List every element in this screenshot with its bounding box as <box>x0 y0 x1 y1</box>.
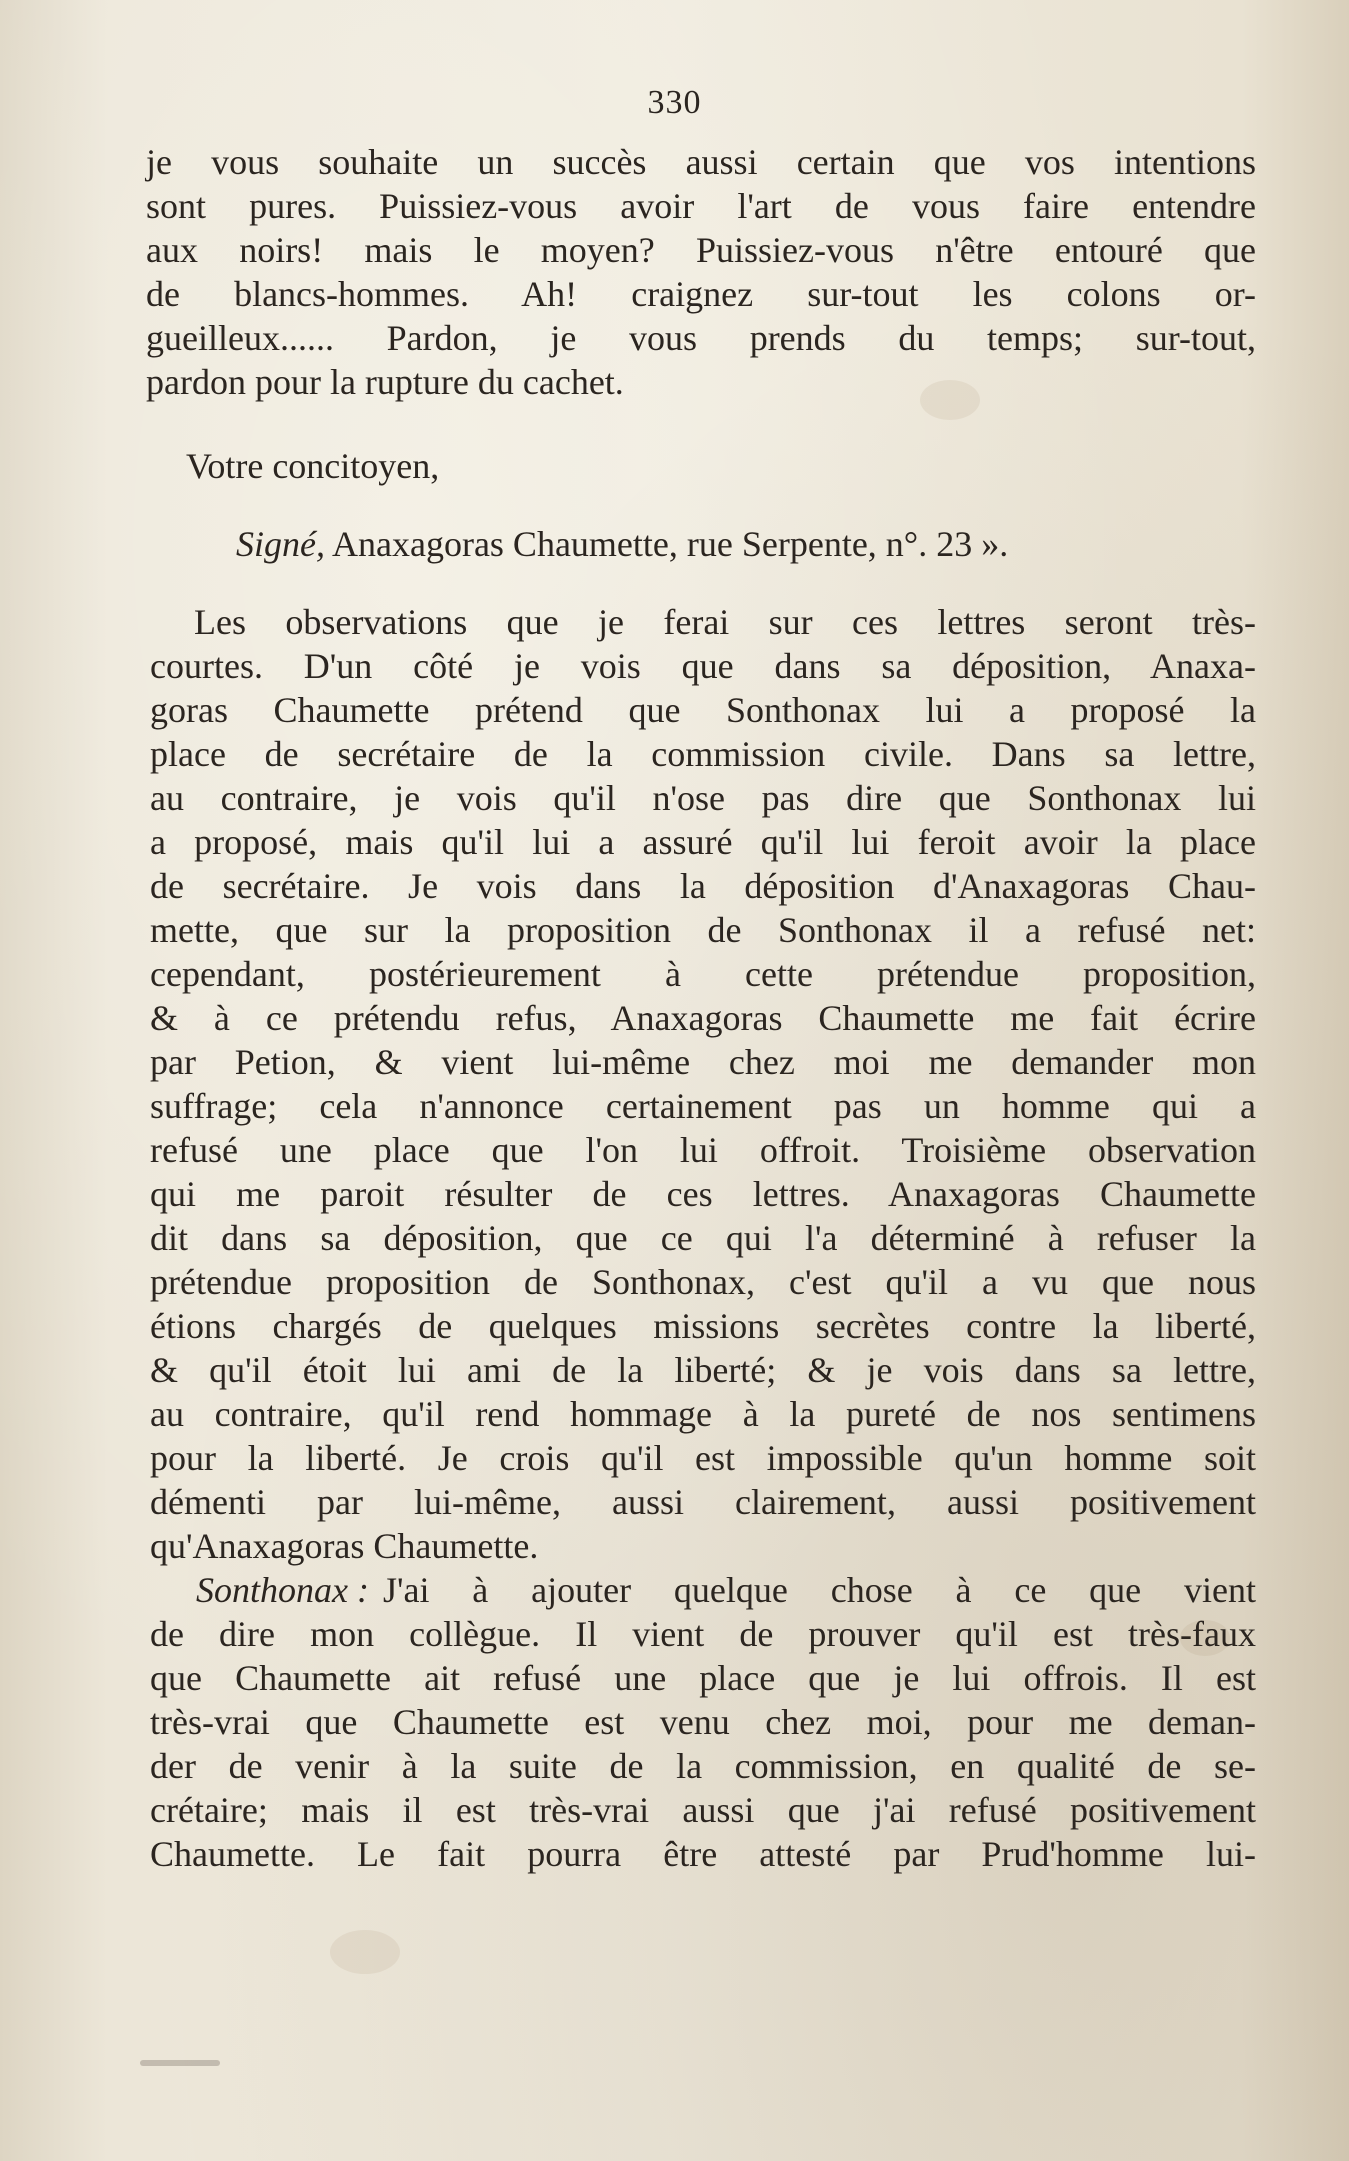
text-line: qu'Anaxagoras Chaumette. <box>150 1526 539 1566</box>
text-line: aux noirs! mais le moyen? Puissiez-vous n'être entouré que <box>146 230 1256 270</box>
letter-closing: Votre concitoyen, <box>186 446 440 486</box>
speaker-line <box>196 1568 1256 1612</box>
text-line: & qu'il étoit lui ami de la liberté; & je vois dans sa lettre, <box>150 1350 1256 1390</box>
text-line: a proposé, mais qu'il lui a assuré qu'il lui feroit avoir la place <box>150 822 1256 862</box>
text-line: place de secrétaire de la commission civile. Dans sa lettre, <box>150 734 1256 774</box>
text-line: courtes. D'un côté je vois que dans sa déposition, Anaxa- <box>150 646 1256 686</box>
text-line: gueilleux...... Pardon, je vous prends du temps; sur-tout, <box>146 318 1256 358</box>
text-line: prétendue proposition de Sonthonax, c'est qu'il a vu que nous <box>150 1262 1256 1302</box>
text-line: der de venir à la suite de la commission, en qualité de se- <box>150 1746 1256 1786</box>
ink-smudge <box>140 2060 220 2066</box>
text-line: crétaire; mais il est très-vrai aussi que j'ai refusé positivement <box>150 1790 1256 1830</box>
text-line: au contraire, je vois qu'il n'ose pas dire que Sonthonax lui <box>150 778 1256 818</box>
text-line: par Petion, & vient lui-même chez moi me demander mon <box>150 1042 1256 1082</box>
page-number: 330 <box>647 84 702 121</box>
text-line: refusé une place que l'on lui offroit. Troisième observation <box>150 1130 1256 1170</box>
text-line: très-vrai que Chaumette est venu chez moi, pour me deman- <box>150 1702 1256 1742</box>
signature-text: Anaxagoras Chaumette, rue Serpente, n°. 23 ». <box>332 524 1009 564</box>
speaker-name: Sonthonax : <box>196 1570 369 1610</box>
text-line: Les observations que je ferai sur ces lettres seront très- <box>194 602 1256 642</box>
paper-stain <box>330 1930 400 1974</box>
signature-label: Signé, <box>236 524 325 564</box>
text-line: mette, que sur la proposition de Sonthonax il a refusé net: <box>150 910 1256 950</box>
text-line: J'ai à ajouter quelque chose à ce que vient <box>382 1570 1256 1610</box>
text-line: démenti par lui-même, aussi clairement, aussi positivement <box>150 1482 1256 1522</box>
text-line: dit dans sa déposition, que ce qui l'a déterminé à refuser la <box>150 1218 1256 1258</box>
text-line: étions chargés de quelques missions secrètes contre la liberté, <box>150 1306 1256 1346</box>
paper-stain <box>920 380 980 420</box>
text-line: de secrétaire. Je vois dans la déposition d'Anaxagoras Chau- <box>150 866 1256 906</box>
text-line: qui me paroit résulter de ces lettres. Anaxagoras Chaumette <box>150 1174 1256 1214</box>
signature-line <box>236 522 1256 566</box>
text-line: Chaumette. Le fait pourra être attesté par Prud'homme lui- <box>150 1834 1256 1874</box>
text-line: au contraire, qu'il rend hommage à la pureté de nos sentimens <box>150 1394 1256 1434</box>
text-line: pardon pour la rupture du cachet. <box>146 362 624 402</box>
text-line: de dire mon collègue. Il vient de prouver qu'il est très-faux <box>150 1614 1256 1654</box>
text-line: de blancs-hommes. Ah! craignez sur-tout les colons or- <box>146 274 1256 314</box>
text-line: que Chaumette ait refusé une place que je lui offrois. Il est <box>150 1658 1256 1698</box>
text-line: & à ce prétendu refus, Anaxagoras Chaumette me fait écrire <box>150 998 1256 1038</box>
text-line: suffrage; cela n'annonce certainement pas un homme qui a <box>150 1086 1256 1126</box>
text-line: je vous souhaite un succès aussi certain que vos intentions <box>146 142 1256 182</box>
text-line: goras Chaumette prétend que Sonthonax lui a proposé la <box>150 690 1256 730</box>
text-line: pour la liberté. Je crois qu'il est impossible qu'un homme soit <box>150 1438 1256 1478</box>
text-line: sont pures. Puissiez-vous avoir l'art de vous faire entendre <box>146 186 1256 226</box>
text-line: cependant, postérieurement à cette prétendue proposition, <box>150 954 1256 994</box>
